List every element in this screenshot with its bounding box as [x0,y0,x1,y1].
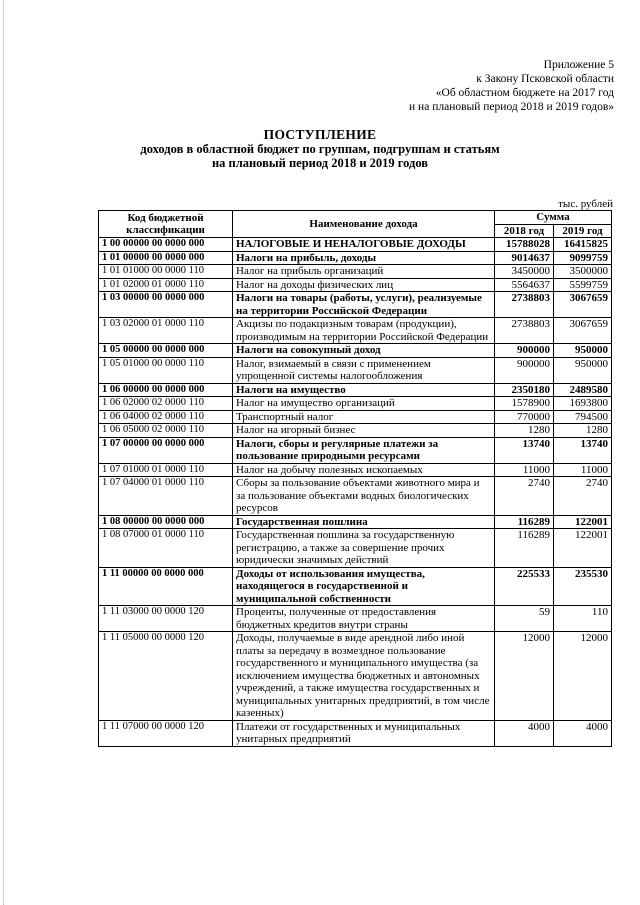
row-name: Налоги на прибыль, доходы [233,251,495,265]
row-value-2018: 59 [495,606,554,632]
row-code: 1 06 04000 02 0000 110 [99,410,233,424]
row-code: 1 07 00000 00 0000 000 [99,437,233,463]
table-row [99,278,612,292]
row-value-2019: 122001 [554,515,612,529]
row-code: 1 08 00000 00 0000 000 [99,515,233,529]
row-code: 1 06 05000 02 0000 110 [99,424,233,438]
row-value-2018: 225533 [495,567,554,606]
row-value-2018: 11000 [495,463,554,477]
row-value-2019: 950000 [554,344,612,358]
row-value-2019: 3067659 [554,318,612,344]
table-row [99,397,612,411]
title-line-3: на плановый период 2018 и 2019 годов [211,156,429,170]
row-name: Налог на имущество организаций [233,397,495,411]
row-value-2019: 110 [554,606,612,632]
table-row [99,424,612,438]
row-name: Акцизы по подакцизным товарам (продукции), производимым на территории Российской Федерации [233,318,495,344]
title-line-2: доходов в областной бюджет по группам, подгруппам и статьям [140,142,500,156]
table-row [99,251,612,265]
row-value-2018: 9014637 [495,251,554,265]
row-name: Доходы, получаемые в виде арендной либо иной платы за передачу в возмездное пользование государственного и муниципального имущества (за исключением имущества бюджетных и автономных учреждений, а также имущества государственных и муниципальных унитарных предприятий, в том числе казенных) [233,632,495,721]
row-value-2019: 2489580 [554,383,612,397]
table-row [99,344,612,358]
appendix-line-2: к Закону Псковской области [476,73,614,85]
header-sum: Сумма [495,211,612,225]
row-code: 1 01 01000 00 0000 110 [99,265,233,279]
row-name: Налоги на имущество [233,383,495,397]
header-2018: 2018 год [495,224,554,238]
row-code: 1 11 00000 00 0000 000 [99,567,233,606]
row-name: Платежи от государственных и муниципальных унитарных предприятий [233,720,495,746]
row-value-2018: 116289 [495,515,554,529]
title-main: ПОСТУПЛЕНИЕ [263,127,377,142]
row-code: 1 06 00000 00 0000 000 [99,383,233,397]
row-value-2018: 2740 [495,477,554,516]
row-name: Налоги на товары (работы, услуги), реализуемые на территории Российской Федерации [233,292,495,318]
row-value-2019: 122001 [554,529,612,568]
appendix-line-1: Приложение 5 [543,59,614,71]
row-value-2018: 3450000 [495,265,554,279]
row-name: Доходы от использования имущества, находящегося в государственной и муниципальной собственности [233,567,495,606]
row-name: Налоги на совокупный доход [233,344,495,358]
row-code: 1 01 02000 01 0000 110 [99,278,233,292]
table-row [99,632,612,721]
row-value-2018: 1280 [495,424,554,438]
row-value-2019: 5599759 [554,278,612,292]
row-value-2019: 2740 [554,477,612,516]
appendix-header [409,58,614,114]
table-row [99,292,612,318]
row-code: 1 01 00000 00 0000 000 [99,251,233,265]
row-value-2019: 235530 [554,567,612,606]
table-row [99,567,612,606]
row-value-2018: 4000 [495,720,554,746]
row-value-2019: 4000 [554,720,612,746]
table-row [99,529,612,568]
table-row [99,437,612,463]
row-value-2018: 2350180 [495,383,554,397]
row-value-2019: 1693800 [554,397,612,411]
row-name: Налог на прибыль организаций [233,265,495,279]
table-body [99,238,612,747]
table-row [99,383,612,397]
appendix-line-4: и на плановый период 2018 и 2019 годов» [409,101,614,113]
appendix-line-3: «Об областном бюджете на 2017 год [435,87,614,99]
row-name: Налог, взимаемый в связи с применением упрощенной системы налогообложения [233,357,495,383]
row-name: Государственная пошлина за государственную регистрацию, а также за совершение прочих юридически значимых действий [233,529,495,568]
row-name: Налоги, сборы и регулярные платежи за пользование природными ресурсами [233,437,495,463]
row-code: 1 03 00000 00 0000 000 [99,292,233,318]
revenue-table [98,210,612,747]
row-name: Государственная пошлина [233,515,495,529]
row-code: 1 11 05000 00 0000 120 [99,632,233,721]
row-value-2018: 116289 [495,529,554,568]
row-code: 1 00 00000 00 0000 000 [99,238,233,252]
row-value-2018: 15788028 [495,238,554,252]
row-value-2018: 5564637 [495,278,554,292]
row-value-2018: 2738803 [495,318,554,344]
table-row [99,606,612,632]
row-value-2019: 950000 [554,357,612,383]
table-row [99,357,612,383]
row-value-2019: 11000 [554,463,612,477]
document-title [0,128,640,170]
row-value-2019: 3067659 [554,292,612,318]
row-code: 1 05 01000 00 0000 110 [99,357,233,383]
row-value-2018: 2738803 [495,292,554,318]
row-code: 1 06 02000 02 0000 110 [99,397,233,411]
units-label: тыс. рублей [558,198,613,210]
row-name: Налог на игорный бизнес [233,424,495,438]
row-name: НАЛОГОВЫЕ И НЕНАЛОГОВЫЕ ДОХОДЫ [233,238,495,252]
table-row [99,410,612,424]
row-code: 1 07 01000 01 0000 110 [99,463,233,477]
table-row [99,265,612,279]
row-code: 1 11 07000 00 0000 120 [99,720,233,746]
header-code: Код бюджетной классификации [99,211,233,238]
row-value-2019: 12000 [554,632,612,721]
row-code: 1 03 02000 01 0000 110 [99,318,233,344]
row-code: 1 11 03000 00 0000 120 [99,606,233,632]
row-name: Налог на доходы физических лиц [233,278,495,292]
row-name: Сборы за пользование объектами животного мира и за пользование объектами водных биологических ресурсов [233,477,495,516]
row-value-2019: 3500000 [554,265,612,279]
header-name: Наименование дохода [233,211,495,238]
table-row [99,318,612,344]
row-code: 1 07 04000 01 0000 110 [99,477,233,516]
row-value-2019: 794500 [554,410,612,424]
row-value-2019: 1280 [554,424,612,438]
table-row [99,515,612,529]
row-code: 1 05 00000 00 0000 000 [99,344,233,358]
row-value-2018: 900000 [495,357,554,383]
row-value-2018: 1578900 [495,397,554,411]
row-name: Проценты, полученные от предоставления бюджетных кредитов внутри страны [233,606,495,632]
table-row [99,720,612,746]
header-2019: 2019 год [554,224,612,238]
row-value-2019: 13740 [554,437,612,463]
row-code: 1 08 07000 01 0000 110 [99,529,233,568]
row-name: Транспортный налог [233,410,495,424]
row-value-2018: 900000 [495,344,554,358]
row-value-2019: 9099759 [554,251,612,265]
table-row [99,477,612,516]
table-row [99,238,612,252]
row-value-2019: 16415825 [554,238,612,252]
row-name: Налог на добычу полезных ископаемых [233,463,495,477]
row-value-2018: 12000 [495,632,554,721]
row-value-2018: 13740 [495,437,554,463]
table-row [99,463,612,477]
row-value-2018: 770000 [495,410,554,424]
